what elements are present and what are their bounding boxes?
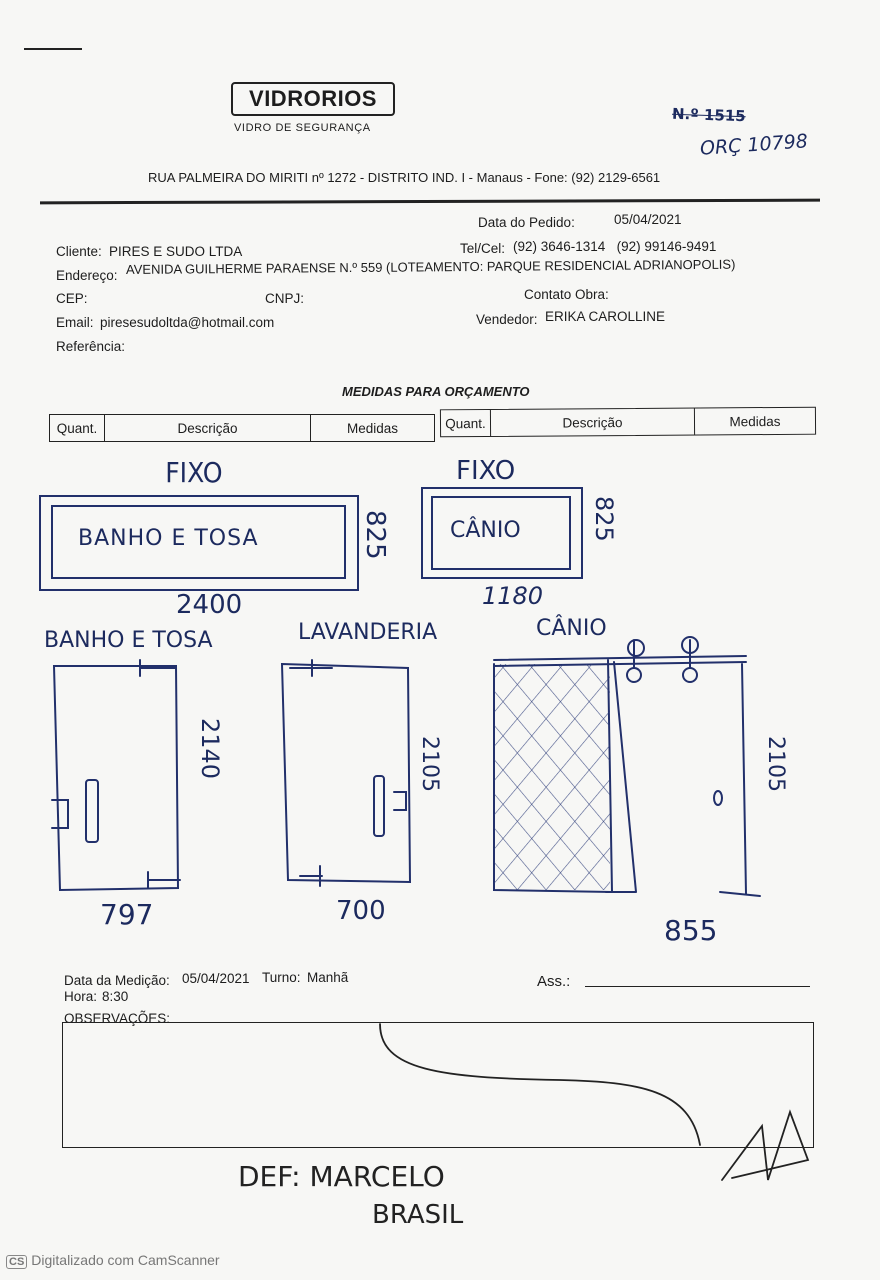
fixed-2-title: FIXO (456, 456, 516, 486)
address-label: Endereço: (56, 268, 118, 283)
fixed-1-width: 2400 (176, 590, 243, 620)
fixed-2-text: CÂNIO (450, 518, 521, 543)
contact-label: Contato Obra: (524, 287, 609, 302)
note-line-1: DEF: MARCELO (238, 1160, 445, 1193)
door-1-height: 2140 (196, 718, 224, 780)
order-date-label: Data do Pedido: (478, 215, 575, 230)
cnpj-label: CNPJ: (265, 291, 305, 306)
observations-box (62, 1022, 814, 1148)
header-description: Descrição (105, 415, 311, 441)
observations-label: OBSERVAÇÕES: (64, 1011, 171, 1026)
header-description: Descrição (491, 409, 695, 436)
order-date-value: 05/04/2021 (614, 212, 682, 227)
company-tagline: VIDRO DE SEGURANÇA (234, 122, 371, 134)
measurement-date-value: 05/04/2021 (182, 971, 250, 986)
company-logo: VIDRORIOS (231, 82, 395, 116)
door-3-width: 855 (664, 914, 718, 947)
door-3-slide (606, 662, 746, 894)
door-1-frame (54, 666, 178, 890)
header-measures: Medidas (729, 413, 781, 429)
email-label: Email: (56, 315, 94, 330)
section-title: MEDIDAS PARA ORÇAMENTO (342, 384, 530, 399)
reference-label: Referência: (56, 339, 126, 354)
client-value: PIRES E SUDO LTDA (109, 244, 243, 259)
fixed-1-title: FIXO (165, 456, 223, 489)
seller-value: ERIKA CAROLLINE (545, 309, 666, 324)
scanner-footer (6, 1252, 220, 1269)
seller-label: Vendedor: (476, 312, 538, 327)
footer-text: Digitalizado com CamScanner (31, 1252, 220, 1268)
struck-number: N.º 1515 (671, 104, 746, 126)
client-label: Cliente: (56, 244, 102, 259)
header-quant: Quant. (50, 415, 105, 441)
phone-label: Tel/Cel: (460, 241, 506, 256)
measurement-date-label: Data da Medição: (64, 973, 170, 988)
camscanner-logo: CS (6, 1255, 27, 1269)
door-2-height: 2105 (417, 736, 442, 792)
time-label: Hora: (64, 989, 98, 1004)
address-value: AVENIDA GUILHERME PARAENSE N.º 559 (LOTEAMENTO: PARQUE RESIDENCIAL ADRIANOPOLIS) (125, 256, 736, 277)
door-1-label: BANHO E TOSA (44, 628, 213, 653)
time-value: 8:30 (102, 989, 129, 1004)
company-address: RUA PALMEIRA DO MIRITI nº 1272 - DISTRITO IND. I - Manaus - Fone: (92) 2129-6561 (148, 170, 661, 185)
budget-number: ORÇ 10798 (699, 130, 809, 160)
shift-value: Manhã (307, 970, 349, 985)
header-measures: Medidas (346, 420, 399, 436)
fixed-2-height: 825 (590, 496, 618, 542)
cep-label: CEP: (56, 291, 88, 306)
door-2-width: 700 (336, 896, 386, 926)
door-1-width: 797 (100, 898, 154, 931)
fixed-2-width: 1180 (482, 582, 544, 610)
note-line-2: BRASIL (372, 1200, 464, 1230)
fixed-1-text: BANHO E TOSA (78, 526, 259, 551)
signature-label: Ass.: (537, 973, 571, 990)
shift-label: Turno: (262, 970, 301, 985)
signature-line (585, 986, 810, 987)
fixed-1-height: 825 (360, 510, 390, 560)
door-2-frame (282, 664, 410, 882)
door-2-label: LAVANDERIA (298, 620, 438, 645)
phone-value: (92) 3646-1314 (92) 99146-9491 (513, 239, 717, 254)
door-3-label: CÂNIO (536, 616, 607, 641)
header-quant: Quant. (441, 410, 491, 436)
email-value: piresesudoltda@hotmail.com (100, 315, 275, 330)
door-3-height: 2105 (763, 736, 788, 792)
